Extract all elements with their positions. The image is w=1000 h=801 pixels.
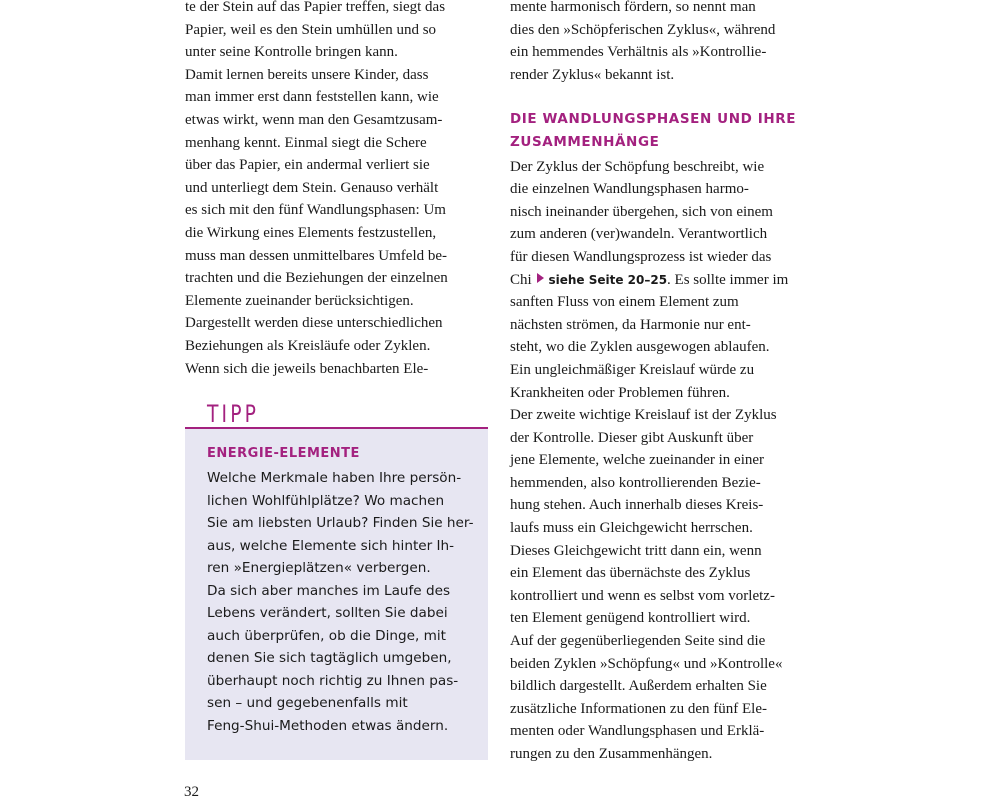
section-heading: [510, 108, 820, 153]
text-line: man immer erst dann feststellen kann, wie: [185, 89, 439, 106]
text-line: ten Element genügend kontrolliert wird.: [510, 610, 751, 627]
tipp-text-line: lichen Wohlfühlplätze? Wo machen: [207, 492, 445, 509]
tipp-body: [207, 467, 482, 737]
text-line: rungen zu den Zusammenhängen.: [510, 746, 713, 762]
text-line: ein hemmendes Verhältnis als »Kontrollie-: [510, 44, 767, 61]
text-line: die einzelnen Wandlungsphasen harmo-: [510, 181, 749, 198]
right-column: [510, 0, 820, 766]
triangle-right-icon: [537, 273, 544, 283]
text-line: unter seine Kontrolle bringen kann.: [185, 44, 398, 61]
text-line-with-reference: [510, 269, 820, 292]
text-line: der Kontrolle. Dieser gibt Auskunft über: [510, 429, 754, 446]
text-line: für diesen Wandlungsprozess ist wieder das: [510, 248, 772, 265]
tipp-text-line: sen – und gegebenenfalls mit: [207, 695, 408, 711]
text-line: die Wirkung eines Elements festzustellen,: [185, 224, 437, 241]
text-line: zum anderen (ver)wandeln. Verantwortlich: [510, 226, 768, 243]
text-line: bildlich dargestellt. Außerdem erhalten Sie: [510, 678, 767, 695]
text-line: Ein ungleichmäßiger Kreislauf würde zu: [510, 361, 755, 378]
text-line: Wenn sich die jeweils benachbarten Ele-: [185, 360, 429, 377]
text-fragment: Chi: [510, 271, 532, 288]
text-fragment: . Es sollte immer im: [667, 271, 789, 288]
left-column: [185, 0, 490, 380]
text-line: über das Papier, ein andermal verliert sie: [185, 157, 430, 174]
tipp-text-line: Da sich aber manches im Laufe des: [207, 582, 451, 599]
text-line: menhang kennt. Einmal siegt die Schere: [185, 134, 427, 151]
text-line: Krankheiten oder Problemen führen.: [510, 384, 730, 401]
page-number: 32: [184, 784, 199, 800]
text-line: und unterliegt dem Stein. Genauso verhält: [185, 179, 439, 196]
tipp-box: [185, 400, 488, 760]
tipp-text-line: ren »Energieplätzen« verbergen.: [207, 560, 431, 576]
text-line: jene Elemente, welche zueinander in einer: [510, 452, 765, 469]
text-line: hemmenden, also kontrollierenden Bezie-: [510, 474, 761, 491]
text-line: nächsten strömen, da Harmonie nur ent-: [510, 316, 751, 333]
text-line: muss man dessen unmittelbares Umfeld be-: [185, 247, 448, 264]
text-line: zusätzliche Informationen zu den fünf Ele-: [510, 700, 767, 717]
text-line: Elemente zueinander berücksichtigen.: [185, 292, 414, 309]
tipp-text-line: aus, welche Elemente sich hinter Ih-: [207, 537, 455, 554]
text-line: Dargestellt werden diese unterschiedlichen: [185, 315, 443, 332]
heading-line: ZUSAMMENHÄNGE: [510, 133, 660, 150]
page-reference-link: siehe Seite 20–25: [548, 272, 668, 287]
tipp-text-line: auch überprüfen, ob die Dinge, mit: [207, 627, 446, 644]
tipp-text-line: Welche Merkmale haben Ihre persön-: [207, 470, 462, 486]
heading-line: DIE WANDLUNGSPHASEN UND IHRE: [510, 111, 797, 128]
text-line: etwas wirkt, wenn man den Gesamtzusam-: [185, 111, 443, 128]
text-line: sanften Fluss von einem Element zum: [510, 294, 739, 311]
tipp-text-line: Sie am liebsten Urlaub? Finden Sie her-: [207, 515, 474, 531]
tipp-text-line: Lebens verändert, sollten Sie dabei: [207, 605, 448, 621]
right-intro-paragraph: [510, 0, 820, 86]
right-body-paragraph: [510, 156, 820, 766]
text-line: Papier, weil es den Stein umhüllen und so: [185, 21, 437, 38]
text-line: Damit lernen bereits unsere Kinder, dass: [185, 66, 429, 83]
text-line: Beziehungen als Kreisläufe oder Zyklen.: [185, 337, 431, 354]
text-line: nisch ineinander übergehen, sich von einem: [510, 203, 773, 220]
text-line: te der Stein auf das Papier treffen, siegt das: [185, 0, 446, 15]
tipp-text-line: Feng-Shui-Methoden etwas ändern.: [207, 717, 449, 734]
text-line: mente harmonisch fördern, so nennt man: [510, 0, 756, 15]
text-line: Der zweite wichtige Kreislauf ist der Zyklus: [510, 407, 777, 424]
text-line: es sich mit den fünf Wandlungsphasen: Um: [185, 202, 446, 219]
text-line: hung stehen. Auch innerhalb dieses Kreis-: [510, 497, 764, 514]
text-line: kontrolliert und wenn es selbst vom vorletz-: [510, 587, 775, 604]
tipp-text-line: denen Sie sich tagtäglich umgeben,: [207, 650, 452, 666]
text-line: Dieses Gleichgewicht tritt dann ein, wenn: [510, 542, 762, 559]
text-line: Auf der gegenüberliegenden Seite sind die: [510, 633, 766, 650]
text-line: menten oder Wandlungsphasen und Erklä-: [510, 723, 765, 740]
text-line: Der Zyklus der Schöpfung beschreibt, wie: [510, 158, 765, 175]
text-line: beiden Zyklen »Schöpfung« und »Kontrolle«: [510, 655, 783, 672]
text-line: render Zyklus« bekannt ist.: [510, 66, 675, 83]
text-line: ein Element das übernächste des Zyklus: [510, 565, 751, 582]
tipp-heading: ENERGIE-ELEMENTE: [207, 446, 360, 461]
tipp-title: TIPP: [207, 400, 260, 428]
text-line: dies den »Schöpferischen Zyklus«, während: [510, 21, 776, 38]
text-line: laufs muss ein Gleichgewicht herrschen.: [510, 520, 753, 537]
text-line: trachten und die Beziehungen der einzelnen: [185, 270, 448, 287]
text-line: steht, wo die Zyklen ausgewogen ablaufen.: [510, 339, 770, 356]
tipp-text-line: überhaupt noch richtig zu Ihnen pas-: [207, 672, 459, 689]
